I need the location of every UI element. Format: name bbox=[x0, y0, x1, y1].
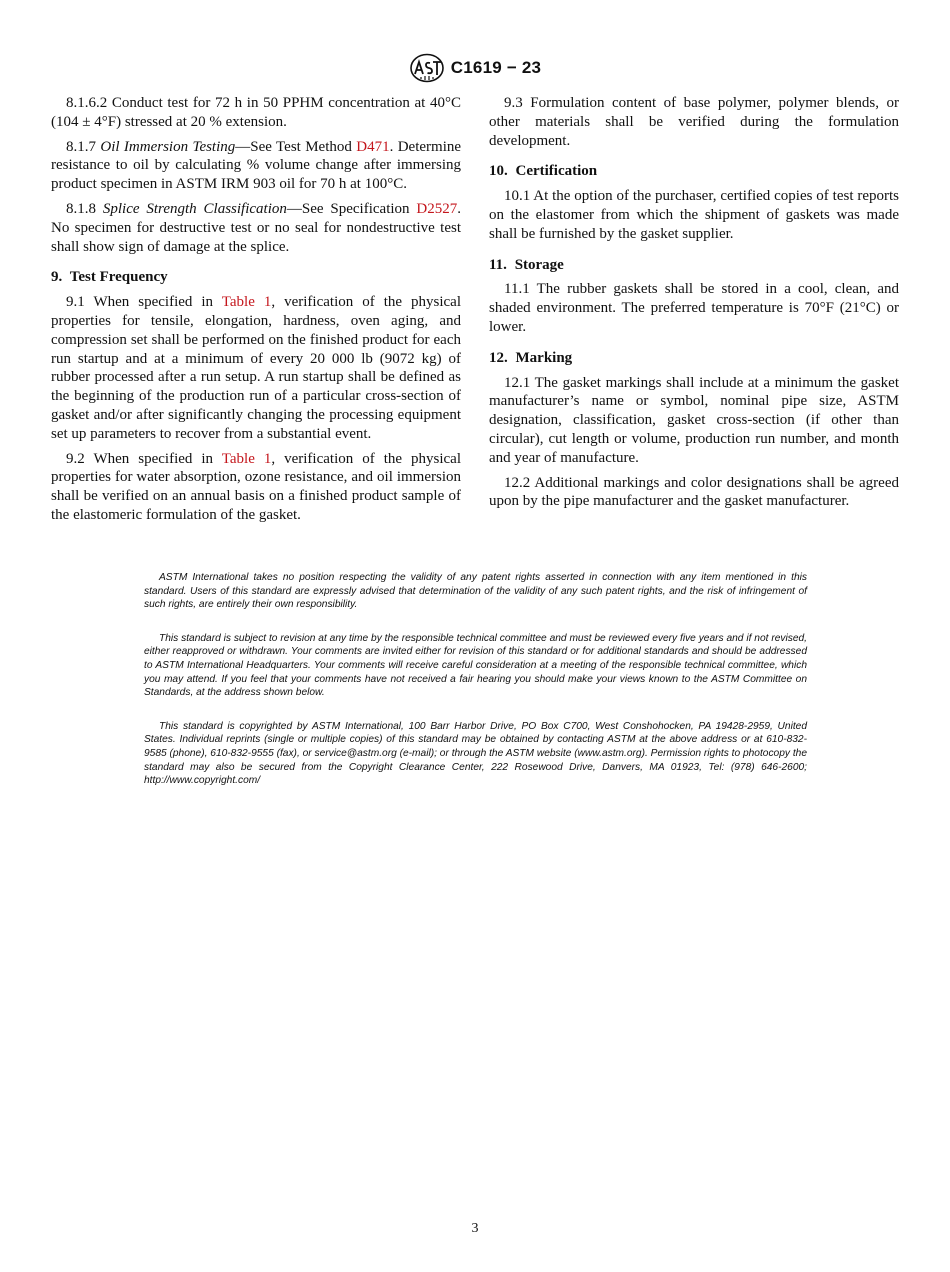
clause-number: 12.1 bbox=[504, 374, 531, 391]
link-d471[interactable]: D471 bbox=[356, 138, 390, 155]
link-table-1[interactable]: Table 1 bbox=[221, 450, 272, 467]
paragraph-8-1-7 bbox=[51, 138, 461, 194]
clause-number: 8.1.6.2 bbox=[66, 95, 108, 111]
clause-number: 9.1 bbox=[66, 294, 85, 311]
clause-text: At the option of the purchaser, certified copies of test reports on the elastomer from which the shipment of gaskets was made shall be furnished by the gasket supplier. bbox=[489, 188, 899, 242]
section-title: Storage bbox=[514, 256, 564, 273]
clause-number: 12.2 bbox=[504, 474, 531, 491]
astm-notices bbox=[144, 571, 807, 808]
clause-text: When specified in bbox=[93, 450, 222, 467]
section-title: Marking bbox=[515, 349, 573, 366]
section-number: 10. bbox=[489, 163, 508, 180]
clause-text: . Determine resistance to oil by calculating % volume change after immersing product specimen in ASTM IRM 903 oil for 70 h at 100°C. bbox=[51, 138, 462, 193]
clause-number: 10.1 bbox=[504, 188, 531, 205]
clause-text: Additional markings and color designations shall be agreed upon by the pipe manufacturer and the gasket manufacturer. bbox=[489, 474, 899, 510]
link-table-1[interactable]: Table 1 bbox=[221, 294, 272, 311]
section-heading-certification bbox=[489, 162, 899, 181]
patent-notice: ASTM International takes no position respecting the validity of any patent rights asserted in connection with any item mentioned in this standard. Users of this standard are expressly advised that determination of the validity of any such patent rights, and the risk of infringement of such rights, are entirely their own responsibility. bbox=[144, 572, 807, 611]
page-number: 3 bbox=[471, 1221, 479, 1236]
astm-logo-icon bbox=[409, 53, 445, 83]
link-d2527[interactable]: D2527 bbox=[416, 200, 458, 217]
paragraph-10-1 bbox=[489, 187, 899, 243]
paragraph-9-1 bbox=[51, 293, 461, 443]
clause-number: 9.2 bbox=[66, 450, 85, 467]
clause-text: , verification of the physical properties for tensile, elongation, hardness, oven aging, and compression set shall be performed on the finished product for each run startup and at a minimum of every 20 000 lb (9072 kg) of rubber processed after a run setup. A run startup shall be defined as the beginning of the production run of a particular cross-section of gasket and/or after significantly changing the processing equipment set up parameters to recover from a substantial event. bbox=[51, 294, 461, 442]
clause-text: Formulation content of base polymer, polymer blends, or other materials shall be verified during the formulation development. bbox=[489, 95, 899, 149]
section-title: Test Frequency bbox=[69, 269, 168, 286]
section-number: 11. bbox=[489, 256, 507, 273]
revision-notice: This standard is subject to revision at any time by the responsible technical committee and must be reviewed every five years and if not revised, either reapproved or withdrawn. Your comments are invited either for revision of this standard or for additional standards and should be addressed to ASTM International Headquarters. Your comments will receive careful consideration at a meeting of the responsible technical committee, which you may attend. If you feel that your comments have not received a fair hearing you should make your views known to the ASTM Committee on Standards, at the address shown below. bbox=[144, 632, 807, 699]
clause-number: 11.1 bbox=[504, 281, 530, 298]
paragraph-11-1 bbox=[489, 280, 899, 336]
paragraph-9-3 bbox=[489, 94, 899, 150]
clause-number: 8.1.7 bbox=[66, 138, 96, 155]
clause-text: The gasket markings shall include at a minimum the gasket manufacturer’s name or symbol, nominal pipe size, ASTM designation, classification, gasket cross-section (if other than circular), cut length or volume, production run number, and month and year of manufacture. bbox=[489, 374, 899, 466]
clause-text: —See Test Method bbox=[235, 138, 357, 155]
section-heading-storage bbox=[489, 256, 899, 275]
clause-title: Splice Strength Classification bbox=[102, 200, 287, 217]
section-number: 9. bbox=[51, 269, 63, 286]
section-title: Certification bbox=[515, 163, 598, 180]
clause-text: The rubber gaskets shall be stored in a cool, clean, and shaded environment. The preferred temperature is 70°F (21°C) or lower. bbox=[489, 281, 899, 335]
copyright-notice: This standard is copyrighted by ASTM International, 100 Barr Harbor Drive, PO Box C700, West Conshohocken, PA 19428-2959, United States. Individual reprints (single or multiple copies) of this standard may be obtained by contacting ASTM at the above address or at 610-832-9585 (phone), 610-832-9555 (fax), or service@astm.org (e-mail); or through the ASTM website (www.astm.org). Permission rights to photocopy the standard may also be secured from the Copyright Clearance Center, 222 Rosewood Drive, Danvers, MA 01923, Tel: (978) 646-2600; http://www.copyright.com/ bbox=[144, 720, 807, 787]
section-heading-test-frequency bbox=[51, 268, 461, 287]
clause-number: 8.1.8 bbox=[66, 200, 96, 217]
left-column bbox=[51, 94, 461, 531]
paragraph-8-1-8 bbox=[51, 200, 461, 256]
section-heading-marking bbox=[489, 349, 899, 368]
clause-number: 9.3 bbox=[504, 95, 523, 111]
clause-title: Oil Immersion Testing bbox=[100, 138, 236, 155]
clause-text: —See Specification bbox=[286, 200, 417, 217]
page-header bbox=[0, 52, 950, 84]
clause-text: When specified in bbox=[93, 294, 222, 311]
document-designation: C1619 − 23 bbox=[450, 58, 542, 77]
paragraph-8-1-6-2 bbox=[51, 94, 461, 132]
clause-text: , verification of the physical properties for water absorption, ozone resistance, and oil immersion shall be verified on an annual basis on a finished product sample of the elastomeric formulation of the gasket. bbox=[51, 450, 461, 523]
right-column bbox=[489, 94, 899, 517]
paragraph-9-2 bbox=[51, 450, 461, 525]
section-number: 12. bbox=[489, 349, 508, 366]
clause-text: . No specimen for destructive test or no seal for nondestructive test shall show sign of damage at the splice. bbox=[51, 200, 461, 255]
clause-text: Conduct test for 72 h in 50 PPHM concentration at 40°C (104 ± 4°F) stressed at 20 % extension. bbox=[51, 95, 461, 130]
paragraph-12-1 bbox=[489, 374, 899, 468]
paragraph-12-2 bbox=[489, 474, 899, 512]
